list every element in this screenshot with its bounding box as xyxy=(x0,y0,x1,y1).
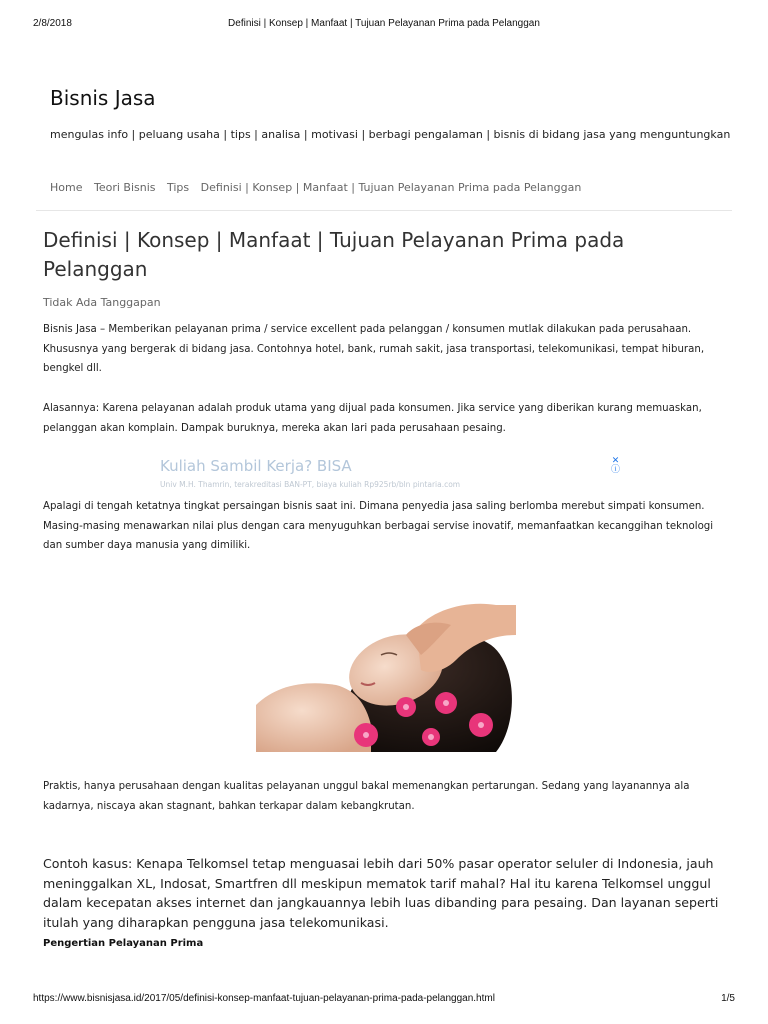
breadcrumb-home[interactable]: Home xyxy=(50,181,83,194)
paragraph-practical: Praktis, hanya perusahaan dengan kualitas pelayanan unggul bakal memenangkan pertarungan. Sedang yang layanannya ala kadarnya, niscaya akan stagnant, bahkan terkapar dalam kebangkrutan. xyxy=(43,781,690,812)
paragraph-reason: Alasannya: Karena pelayanan adalah produk utama yang dijual pada konsumen. Jika service yang diberikan kurang memuaskan, pelanggan akan komplain. Dampak buruknya, mereka akan lari pada perusahaan pesaing. xyxy=(43,403,702,434)
print-title: Definisi | Konsep | Manfaat | Tujuan Pelayanan Prima pada Pelanggan xyxy=(228,18,540,29)
ad-subtitle: Univ M.H. Thamrin, terakreditasi BAN-PT, biaya kuliah Rp925rb/bln pintaria.com xyxy=(160,480,461,489)
paragraph-intro: Bisnis Jasa – Memberikan pelayanan prima / service excellent pada pelanggan / konsumen mutlak dilakukan pada perusahaan. Khususnya yang bergerak di bidang jasa. Contohnya hotel, bank, rumah sakit, jasa transportasi, telekomunikasi, tempat hiburan, bengkel dll. xyxy=(43,324,705,374)
comments-link[interactable] xyxy=(43,296,161,309)
spa-massage-illustration xyxy=(256,575,516,752)
close-icon[interactable]: ✕ xyxy=(611,456,620,466)
print-url: https://www.bisnisjasa.id/2017/05/definisi-konsep-manfaat-tujuan-pelayanan-prima-pada-pelanggan.html xyxy=(33,993,495,1004)
section-subheading: Pengertian Pelayanan Prima xyxy=(43,938,204,949)
site-title[interactable]: Bisnis Jasa xyxy=(50,86,156,110)
breadcrumb-current: Definisi | Konsep | Manfaat | Tujuan Pelayanan Prima pada Pelanggan xyxy=(200,181,582,194)
ad-banner[interactable] xyxy=(160,457,620,493)
print-date: 2/8/2018 xyxy=(33,18,72,29)
ad-title[interactable]: Kuliah Sambil Kerja? BISA xyxy=(160,457,352,475)
post-title: Definisi | Konsep | Manfaat | Tujuan Pelayanan Prima pada Pelanggan xyxy=(43,228,625,281)
ad-source: pintaria.com xyxy=(412,480,461,489)
breadcrumb-tips[interactable]: Tips xyxy=(167,181,190,194)
info-icon[interactable]: ⓘ xyxy=(610,465,620,475)
breadcrumb-teori-bisnis[interactable]: Teori Bisnis xyxy=(93,181,156,194)
print-page-number: 1/5 xyxy=(721,993,735,1004)
header-divider xyxy=(36,210,732,211)
breadcrumb xyxy=(50,181,581,194)
comments-label[interactable]: Tidak Ada Tanggapan xyxy=(43,296,161,309)
site-tagline: mengulas info | peluang usaha | tips | analisa | motivasi | berbagi pengalaman | bisnis di bidang jasa yang menguntungkan xyxy=(50,128,731,141)
paragraph-case: Contoh kasus: Kenapa Telkomsel tetap menguasai lebih dari 50% pasar operator seluler di Indonesia, jauh meninggalkan XL, Indosat, Smartfren dll meskipun mematok tarif mahal? Hal itu karena Telkomsel unggul dalam kecepatan akses internet dan jangkauannya lebih luas dibanding para pesaing. Dan layanan seperti itulah yang diharapkan pengguna jasa telekomunikasi. xyxy=(43,856,719,930)
ad-controls[interactable] xyxy=(611,457,620,475)
paragraph-competition: Apalagi di tengah ketatnya tingkat persaingan bisnis saat ini. Dimana penyedia jasa saling berlomba merebut simpati konsumen. Masing-masing menawarkan nilai plus dengan cara menyuguhkan berbagai servise inovatif, memanfaatkan kecanggihan teknologi dan sumber daya manusia yang dimiliki. xyxy=(43,501,714,551)
spa-massage-image xyxy=(256,575,516,752)
